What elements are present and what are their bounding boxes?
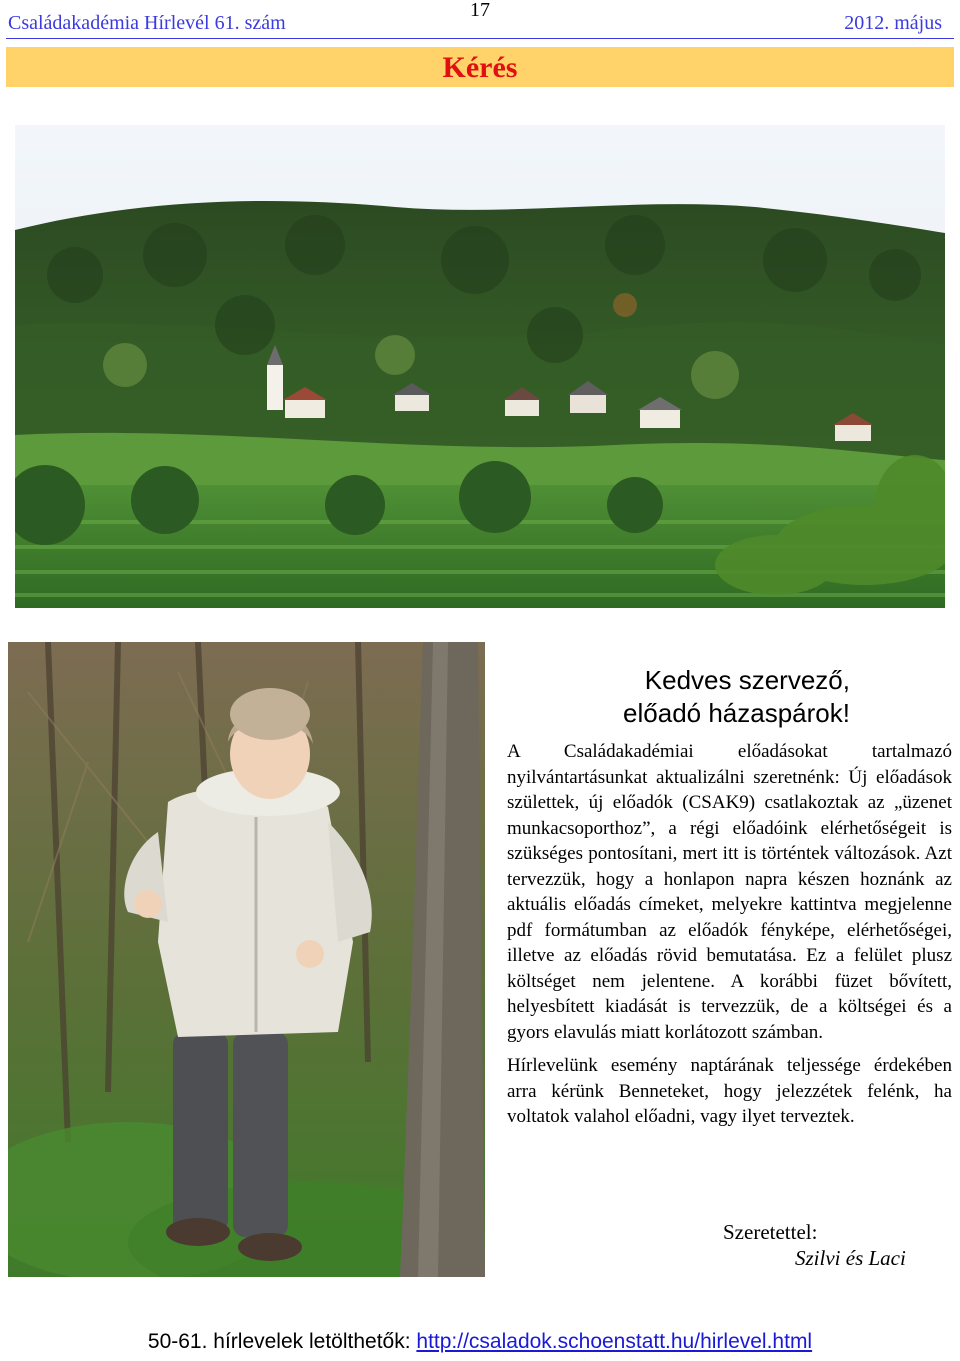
landscape-photo: [15, 125, 945, 608]
child-illustration: [8, 642, 485, 1277]
signoff: Szeretettel:: [723, 1220, 818, 1244]
footer: [0, 1330, 960, 1354]
header-divider: [6, 38, 954, 39]
page-title: Kérés: [442, 51, 518, 84]
child-photo: [8, 642, 485, 1277]
greeting: [500, 664, 850, 730]
footer-text: 50-61. hírlevelek letölthetők:: [147, 1330, 417, 1353]
newsletter-archive-link[interactable]: http://csaladok.schoenstatt.hu/hirlevel.html: [416, 1330, 813, 1353]
landscape-illustration: [15, 125, 945, 608]
article-paragraph-2: Hírlevelünk esemény naptárának teljessége érdekében arra kérünk Benneteket, hogy jelezzétek felénk, ha voltatok valahol előadni, vagy ilyet terveztek.: [507, 1055, 952, 1127]
greeting-line-2: előadó házaspárok!: [623, 698, 850, 728]
greeting-line-1: Kedves szervező,: [644, 665, 850, 695]
article-paragraph-1: A Családakadémiai előadásokat tartalmazó nyilvántartásunkat aktualizálni szeretnénk: Új előadások születtek, új előadók (CSAK9) csatlakoztak az „üzenet munkacsoporthoz”, a régi előadóink elérhetőségeit is szükséges pontosítani, mert itt is történtek változások. Azt tervezzük, hogy a honlapon napra készen hoznánk az aktuális előadás címeket, melyekre kattintva megjelenne pdf formátumban az előadók fényképe, elérhetőségei, illetve az előadás rövid bemutatása. Ez a felület plusz költséget nem jelentene. A korábbi füzet bővített, helyesbített kiadását is tervezzük, de a költségei és a gyors elavulás miatt korlátozott számban.: [507, 741, 952, 1043]
article-body: [507, 739, 952, 1130]
signature: Szilvi és Laci: [795, 1246, 906, 1270]
title-band: [6, 47, 954, 87]
page-number: 17: [470, 0, 490, 21]
issue-date: 2012. május: [844, 12, 942, 34]
newsletter-issue: Családakadémia Hírlevél 61. szám: [8, 12, 286, 34]
